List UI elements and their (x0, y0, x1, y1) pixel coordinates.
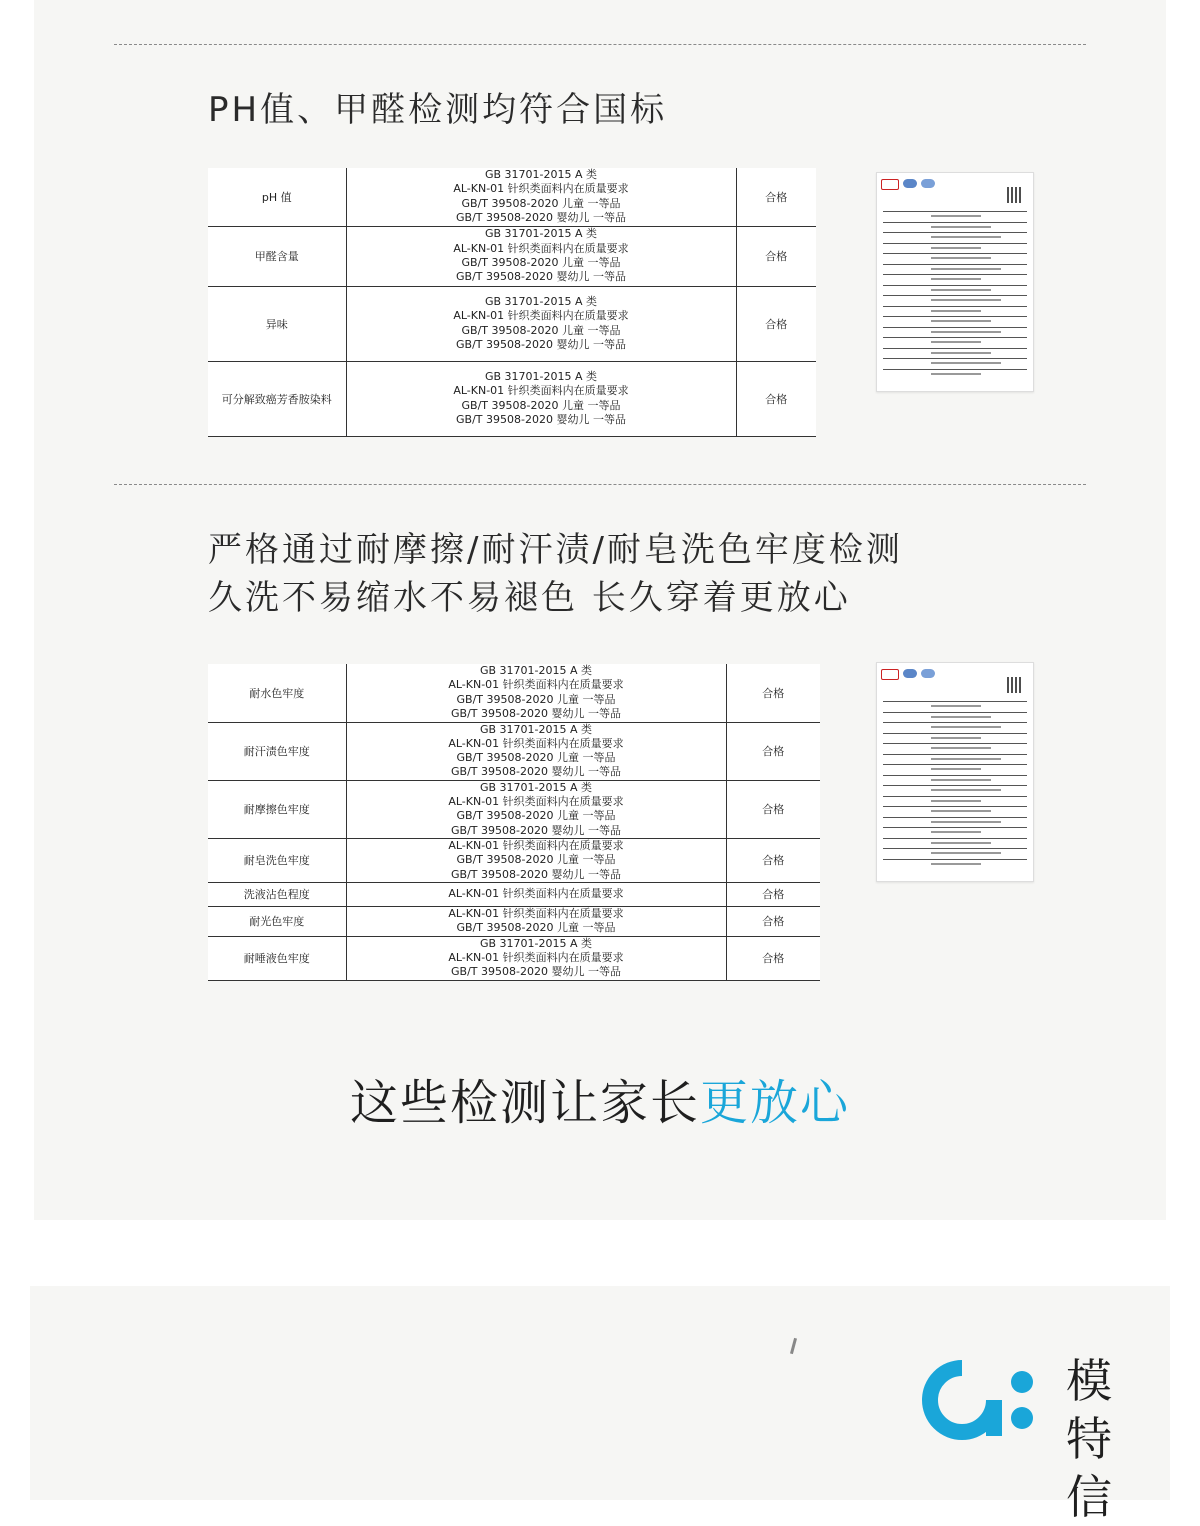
test-standards (346, 226, 736, 286)
standard-line: GB/T 39508-2020 婴幼儿 一等品 (456, 211, 626, 225)
standard-line: GB/T 39508-2020 儿童 一等品 (456, 921, 616, 935)
ph-formaldehyde-table (208, 168, 816, 437)
standard-line: AL-KN-01 针织类面料内在质量要求 (453, 384, 629, 398)
divider (114, 484, 1086, 485)
test-item: 耐唾液色牢度 (208, 936, 346, 980)
test-report-thumbnail (876, 172, 1034, 392)
standard-line: AL-KN-01 针织类面料内在质量要求 (448, 736, 624, 750)
standard-line: AL-KN-01 针织类面料内在质量要求 (448, 887, 624, 901)
test-result: 合格 (726, 906, 820, 936)
test-result: 合格 (726, 838, 820, 882)
test-standards (346, 838, 726, 882)
test-standards (346, 168, 736, 226)
table-row (208, 906, 820, 936)
test-item: 异味 (208, 286, 346, 361)
table-row (208, 882, 820, 906)
qr-code-icon (1007, 187, 1023, 203)
standard-line: GB/T 39508-2020 儿童 一等品 (461, 196, 621, 210)
test-standards (346, 906, 726, 936)
standard-line: GB 31701-2015 A 类 (484, 168, 598, 182)
standard-line: AL-KN-01 针织类面料内在质量要求 (448, 951, 624, 965)
test-item: 耐皂洗色牢度 (208, 838, 346, 882)
standard-line: GB 31701-2015 A 类 (479, 936, 593, 950)
test-result: 合格 (726, 936, 820, 980)
section2-heading-line2: 久洗不易缩水不易褪色 长久穿着更放心 (208, 578, 851, 618)
closing-text: 这些检测让家长 (349, 1075, 700, 1131)
test-standards (346, 361, 736, 436)
standard-line: AL-KN-01 针织类面料内在质量要求 (448, 678, 624, 692)
section2-heading-line1: 严格通过耐摩擦/耐汗渍/耐皂洗色牢度检测 (208, 530, 903, 570)
standard-line: AL-KN-01 针织类面料内在质量要求 (453, 182, 629, 196)
test-result: 合格 (726, 780, 820, 838)
standard-line: GB/T 39508-2020 儿童 一等品 (461, 323, 621, 337)
standard-line: GB/T 39508-2020 儿童 一等品 (456, 692, 616, 706)
standard-line: GB/T 39508-2020 儿童 一等品 (456, 809, 616, 823)
test-result: 合格 (736, 361, 816, 436)
standard-line: GB 31701-2015 A 类 (479, 722, 593, 736)
table-row (208, 361, 816, 436)
test-item: 耐摩擦色牢度 (208, 780, 346, 838)
test-standards (346, 722, 726, 780)
standard-line: AL-KN-01 针织类面料内在质量要求 (448, 794, 624, 808)
test-result: 合格 (736, 168, 816, 226)
standard-line: GB 31701-2015 A 类 (479, 664, 593, 678)
test-result: 合格 (726, 664, 820, 722)
closing-highlight: 更放心 (700, 1075, 851, 1131)
test-standards (346, 936, 726, 980)
divider (114, 44, 1086, 45)
qr-code-icon (1007, 677, 1023, 693)
test-standards (346, 882, 726, 906)
standard-line: GB/T 39508-2020 婴幼儿 一等品 (451, 707, 621, 721)
test-item: 耐光色牢度 (208, 906, 346, 936)
table-row (208, 722, 820, 780)
test-report-thumbnail (876, 662, 1034, 882)
standard-line: GB/T 39508-2020 儿童 一等品 (461, 398, 621, 412)
table-row (208, 664, 820, 722)
standard-line: GB/T 39508-2020 儿童 一等品 (456, 751, 616, 765)
section1-heading: PH值、甲醛检测均符合国标 (208, 90, 668, 130)
test-item: 耐汗渍色牢度 (208, 722, 346, 780)
test-result: 合格 (736, 226, 816, 286)
standard-line: AL-KN-01 针织类面料内在质量要求 (453, 309, 629, 323)
standard-line: GB/T 39508-2020 婴幼儿 一等品 (456, 412, 626, 426)
standard-line: GB/T 39508-2020 婴幼儿 一等品 (451, 867, 621, 881)
test-item: 甲醛含量 (208, 226, 346, 286)
brand-logo-icon (922, 1360, 1036, 1440)
table-row (208, 838, 820, 882)
standard-line: GB/T 39508-2020 婴幼儿 一等品 (451, 965, 621, 979)
closing-tagline (0, 1064, 1200, 1133)
table-row (208, 936, 820, 980)
table-row (208, 286, 816, 361)
test-result: 合格 (726, 882, 820, 906)
standard-line: GB/T 39508-2020 婴幼儿 一等品 (456, 270, 626, 284)
table-row (208, 226, 816, 286)
standard-line: GB/T 39508-2020 儿童 一等品 (456, 853, 616, 867)
standard-line: GB 31701-2015 A 类 (479, 780, 593, 794)
test-item: 耐水色牢度 (208, 664, 346, 722)
table-row (208, 780, 820, 838)
standard-line: GB/T 39508-2020 儿童 一等品 (461, 256, 621, 269)
test-standards (346, 664, 726, 722)
standard-line: AL-KN-01 针织类面料内在质量要求 (448, 838, 624, 852)
standard-line: GB 31701-2015 A 类 (484, 294, 598, 308)
standard-line: GB 31701-2015 A 类 (484, 369, 598, 383)
standard-line: AL-KN-01 针织类面料内在质量要求 (448, 907, 624, 921)
test-standards (346, 780, 726, 838)
standard-line: GB/T 39508-2020 婴幼儿 一等品 (456, 337, 626, 351)
standard-line: GB/T 39508-2020 婴幼儿 一等品 (451, 765, 621, 779)
test-result: 合格 (736, 286, 816, 361)
standard-line: GB 31701-2015 A 类 (484, 227, 598, 241)
table-row (208, 168, 816, 226)
standard-line: AL-KN-01 针织类面料内在质量要求 (453, 241, 629, 255)
test-result: 合格 (726, 722, 820, 780)
color-fastness-table (208, 664, 820, 981)
test-standards (346, 286, 736, 361)
brand-name: 模特信 (1066, 1354, 1112, 1524)
test-item: 洗液沾色程度 (208, 882, 346, 906)
test-item: 可分解致癌芳香胺染料 (208, 361, 346, 436)
standard-line: GB/T 39508-2020 婴幼儿 一等品 (451, 823, 621, 837)
test-item: pH 值 (208, 168, 346, 226)
